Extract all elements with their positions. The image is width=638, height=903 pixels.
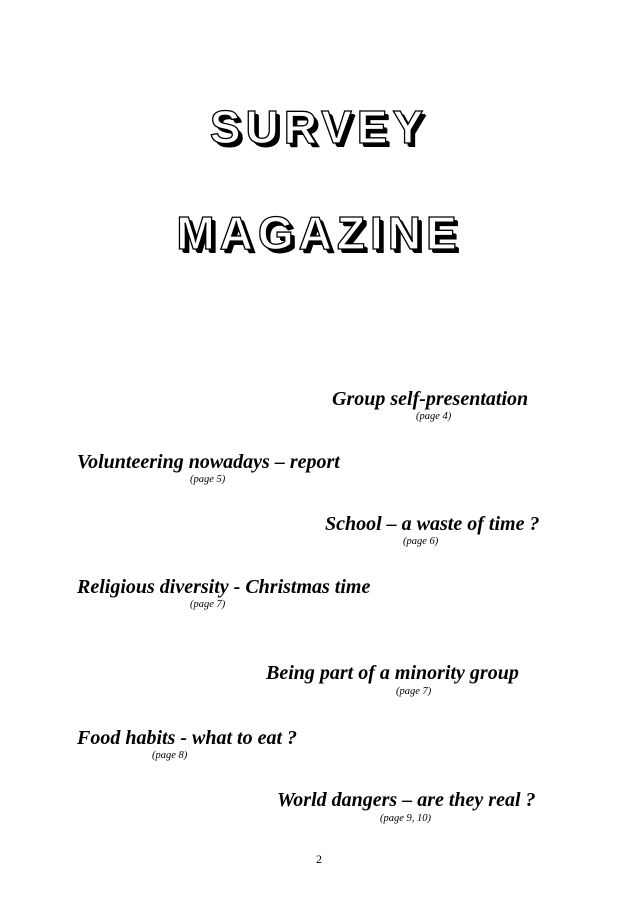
toc-entry-title: Food habits - what to eat ? bbox=[77, 727, 298, 749]
toc-entry-page: (page 6) bbox=[403, 536, 439, 547]
toc-entry-title: School – a waste of time ? bbox=[325, 513, 540, 535]
toc-entry-volunteering bbox=[77, 452, 340, 472]
toc-entry-page: (page 4) bbox=[416, 411, 452, 422]
toc-entry-page: (page 9, 10) bbox=[380, 813, 432, 824]
toc-entry-title: Religious diversity - Christmas time bbox=[77, 576, 371, 598]
toc-entry-title: Being part of a minority group bbox=[266, 662, 519, 684]
toc-entry-school bbox=[325, 514, 539, 534]
toc-entry-title: Volunteering nowadays – report bbox=[77, 451, 340, 473]
magazine-title-line-1: SURVEY bbox=[209, 101, 429, 153]
magazine-title-line-2: MAGAZINE bbox=[176, 207, 462, 259]
toc-entry-world-dangers bbox=[277, 790, 536, 810]
toc-entry-page: (page 8) bbox=[152, 750, 188, 761]
toc-entry-page: (page 7) bbox=[190, 599, 226, 610]
toc-entry-minority-group bbox=[266, 663, 519, 683]
toc-entry-food-habits bbox=[77, 728, 297, 748]
toc-entry-page: (page 7) bbox=[396, 686, 432, 697]
toc-entry-title: Group self-presentation bbox=[332, 388, 529, 410]
page-number: 2 bbox=[316, 852, 322, 866]
toc-entry-title: World dangers – are they real ? bbox=[277, 789, 536, 811]
toc-entry-page: (page 5) bbox=[190, 474, 226, 485]
toc-entry-religious-diversity bbox=[77, 577, 370, 597]
toc-entry-group-self-presentation bbox=[332, 389, 528, 409]
